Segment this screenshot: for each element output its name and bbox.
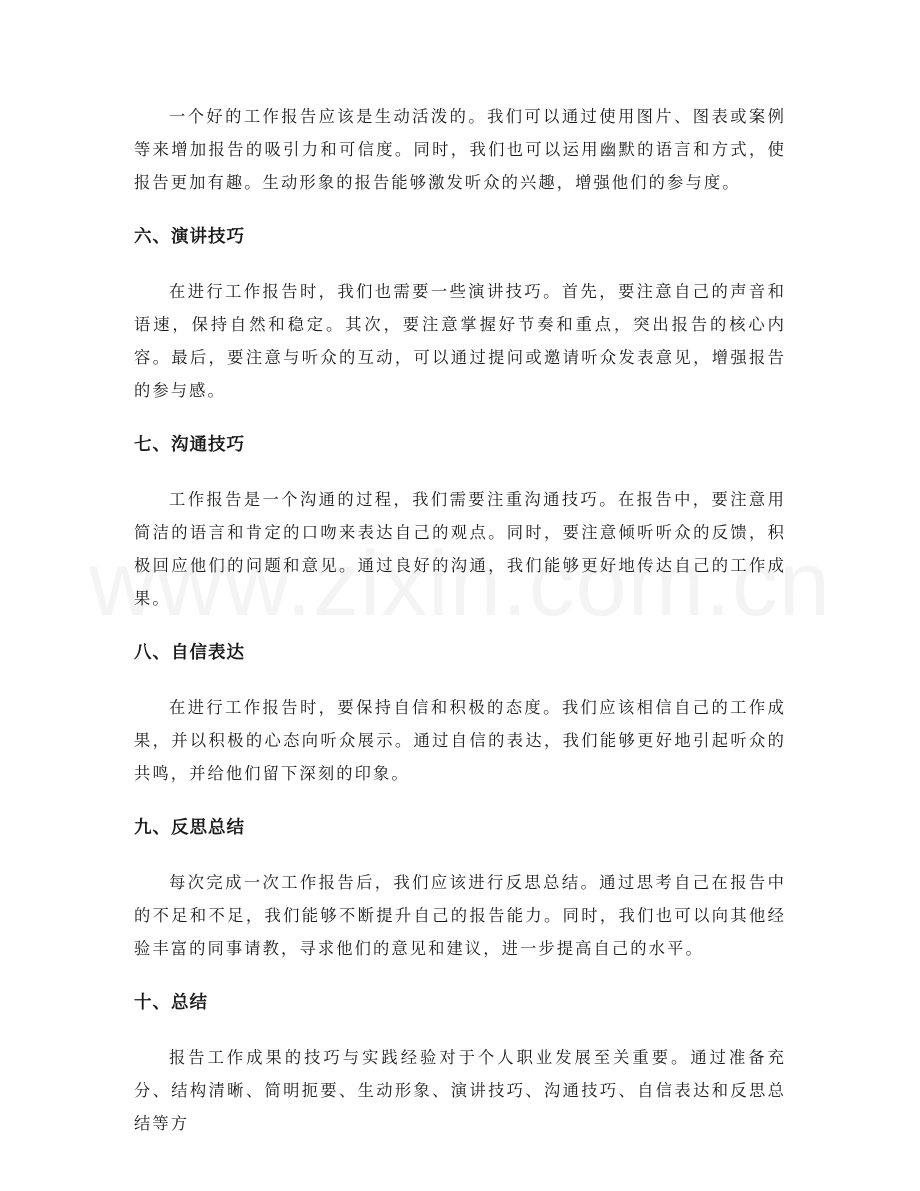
heading-reflection: 九、反思总结 <box>134 818 245 838</box>
paragraph-summary: 报告工作成果的技巧与实践经验对于个人职业发展至关重要。通过准备充分、结构清晰、简明扼要、生动形象、演讲技巧、沟通技巧、自信表达和反思总结等方 <box>134 1048 786 1133</box>
paragraph-communication-skills: 工作报告是一个沟通的过程，我们需要注重沟通技巧。在报告中，要注意用简洁的语言和肯定的口吻来表达自己的观点。同时，要注意倾听听众的反馈，积极回应他们的问题和意见。通过良好的沟通，我们能够更好地传达自己的工作成果。 <box>134 490 786 608</box>
heading-communication-skills: 七、沟通技巧 <box>134 435 245 455</box>
paragraph-speech-skills: 在进行工作报告时，我们也需要一些演讲技巧。首先，要注意自己的声音和语速，保持自然和稳定。其次，要注意掌握好节奏和重点，突出报告的核心内容。最后，要注意与听众的互动，可以通过提问或邀请听众发表意见，增强报告的参与感。 <box>134 282 786 400</box>
paragraph-vivid: 一个好的工作报告应该是生动活泼的。我们可以通过使用图片、图表或案例等来增加报告的吸引力和可信度。同时，我们也可以运用幽默的语言和方式，使报告更加有趣。生动形象的报告能够激发听众的兴趣，增强他们的参与度。 <box>134 107 786 192</box>
heading-summary: 十、总结 <box>134 993 208 1013</box>
heading-confident-expression: 八、自信表达 <box>134 643 245 663</box>
paragraph-reflection: 每次完成一次工作报告后，我们应该进行反思总结。通过思考自己在报告中的不足和不足，我们能够不断提升自己的报告能力。同时，我们也可以向其他经验丰富的同事请教，寻求他们的意见和建议，进一步提高自己的水平。 <box>134 873 786 958</box>
heading-speech-skills: 六、演讲技巧 <box>134 227 245 247</box>
paragraph-confident-expression: 在进行工作报告时，要保持自信和积极的态度。我们应该相信自己的工作成果，并以积极的心态向听众展示。通过自信的表达，我们能够更好地引起听众的共鸣，并给他们留下深刻的印象。 <box>134 698 786 783</box>
document-body <box>134 100 786 1140</box>
